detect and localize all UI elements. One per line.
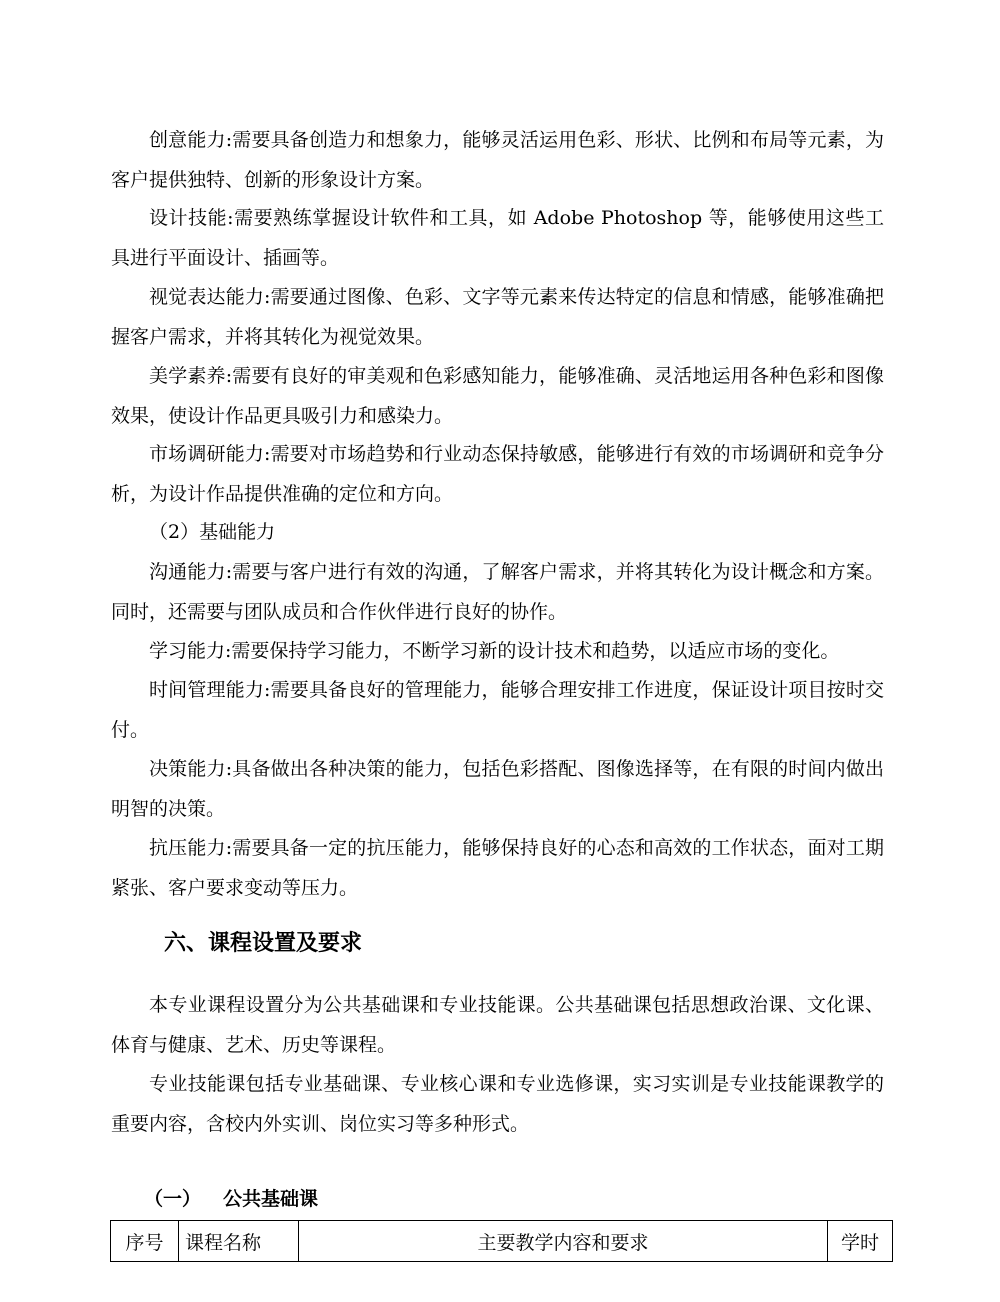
subsection-number: （一） xyxy=(144,1188,202,1210)
section-heading: 六、课程设置及要求 xyxy=(164,931,363,956)
paragraph-aesthetic-literacy: 美学素养:需要有良好的审美观和色彩感知能力，能够准确、灵活地运用各种色彩和图像效果，使设计作品更具吸引力和感染力。 xyxy=(111,365,884,427)
paragraph-communication: 沟通能力:需要与客户进行有效的沟通，了解客户需求，并将其转化为设计概念和方案。同时，还需要与团队成员和合作伙伴进行良好的协作。 xyxy=(111,561,884,623)
paragraph-learning: 学习能力:需要保持学习能力，不断学习新的设计技术和趋势，以适应市场的变化。 xyxy=(149,640,840,662)
subsection-title: 公共基础课 xyxy=(223,1188,319,1210)
paragraph-skill-courses: 专业技能课包括专业基础课、专业核心课和专业选修课，实习实训是专业技能课教学的重要内容，含校内外实训、岗位实习等多种形式。 xyxy=(111,1073,884,1135)
paragraph-visual-expression: 视觉表达能力:需要通过图像、色彩、文字等元素来传达特定的信息和情感，能够准确把握客户需求，并将其转化为视觉效果。 xyxy=(111,286,884,348)
table-header-row xyxy=(111,1221,893,1262)
header-hours: 学时 xyxy=(828,1221,893,1262)
header-content: 主要教学内容和要求 xyxy=(299,1221,828,1262)
paragraph-time-management: 时间管理能力:需要具备良好的管理能力，能够合理安排工作进度，保证设计项目按时交付。 xyxy=(111,679,884,741)
paragraph-course-structure: 本专业课程设置分为公共基础课和专业技能课。公共基础课包括思想政治课、文化课、体育与健康、艺术、历史等课程。 xyxy=(111,994,884,1056)
header-index: 序号 xyxy=(111,1221,179,1262)
header-course-name: 课程名称 xyxy=(179,1221,299,1262)
basic-ability-title: （2）基础能力 xyxy=(149,521,276,543)
paragraph-decision: 决策能力:具备做出各种决策的能力，包括色彩搭配、图像选择等，在有限的时间内做出明智的决策。 xyxy=(111,758,884,820)
paragraph-market-research: 市场调研能力:需要对市场趋势和行业动态保持敏感，能够进行有效的市场调研和竞争分析，为设计作品提供准确的定位和方向。 xyxy=(111,443,884,505)
course-table xyxy=(110,1220,893,1262)
subsection-heading xyxy=(144,1181,318,1217)
paragraph-design-skills: 设计技能:需要熟练掌握设计软件和工具，如 Adobe Photoshop 等，能够使用这些工具进行平面设计、插画等。 xyxy=(111,207,884,269)
paragraph-stress: 抗压能力:需要具备一定的抗压能力，能够保持良好的心态和高效的工作状态，面对工期紧张、客户要求变动等压力。 xyxy=(111,837,884,899)
paragraph-creative-ability: 创意能力:需要具备创造力和想象力，能够灵活运用色彩、形状、比例和布局等元素，为客户提供独特、创新的形象设计方案。 xyxy=(111,129,884,191)
